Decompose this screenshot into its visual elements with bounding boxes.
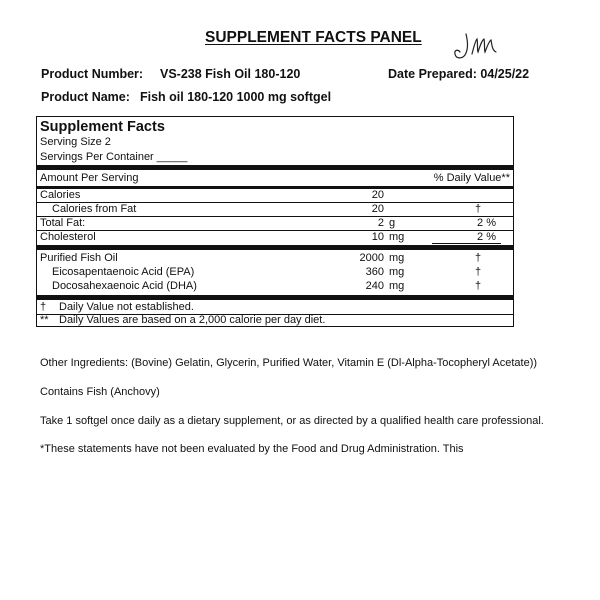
nutrient-label: Calories from Fat (52, 203, 137, 215)
date-prepared-value: 04/25/22 (480, 67, 530, 81)
nutrient-label: Eicosapentaenoic Acid (EPA) (52, 266, 195, 278)
product-number-label: Product Number: (41, 67, 144, 81)
nutrient-amount: 2000 (359, 252, 384, 264)
footnote-symbol: ** (40, 314, 49, 326)
nutrient-unit: mg (389, 266, 405, 278)
thick-divider (37, 245, 513, 250)
footnote-daily-values (37, 314, 513, 327)
panel-title: Supplement Facts (40, 119, 165, 135)
footnote-text: Daily Values are based on a 2,000 calorie per day diet. (59, 314, 326, 326)
thick-divider (37, 295, 513, 300)
other-ingredients-text: Other Ingredients: (Bovine) Gelatin, Glycerin, Purified Water, Vitamin E (Dl-Alpha-Tocopheryl Acetate)) (40, 357, 538, 369)
nutrient-amount: 20 (371, 189, 384, 201)
supplement-facts-panel (36, 116, 514, 327)
nutrient-label: Docosahexaenoic Acid (DHA) (52, 280, 197, 292)
footnote-symbol: † (40, 301, 47, 313)
row-divider (432, 243, 501, 244)
allergen-statement: Contains Fish (Anchovy) (40, 386, 160, 398)
footnote-text: Daily Value not established. (59, 301, 194, 313)
directions-text: Take 1 softgel once daily as a dietary supplement, or as directed by a qualified health care professional. (40, 415, 544, 427)
nutrient-amount: 20 (371, 203, 384, 215)
handwritten-initials-signature (452, 28, 506, 62)
nutrient-daily-value: † (474, 280, 482, 292)
serving-size: Serving Size 2 (40, 136, 111, 148)
nutrient-label: Total Fat: (40, 217, 86, 229)
nutrient-daily-value: 2 % (477, 217, 496, 229)
page-title: SUPPLEMENT FACTS PANEL (205, 29, 422, 46)
nutrient-amount: 240 (365, 280, 384, 292)
nutrient-unit: mg (389, 231, 405, 243)
date-prepared-row (388, 67, 529, 81)
nutrient-unit: mg (389, 252, 405, 264)
product-name-value: Fish oil 180-120 1000 mg softgel (140, 90, 332, 104)
row-divider (37, 230, 513, 231)
nutrient-daily-value: † (474, 203, 482, 215)
nutrient-daily-value: † (474, 252, 482, 264)
nutrient-amount: 2 (377, 217, 384, 229)
nutrient-amount: 10 (371, 231, 384, 243)
product-number-value: VS-238 Fish Oil 180-120 (160, 67, 301, 81)
nutrient-unit: g (389, 217, 396, 229)
nutrient-amount: 360 (365, 266, 384, 278)
fda-disclaimer-text: *These statements have not been evaluated by the Food and Drug Administration. This (40, 443, 464, 455)
product-name-row (41, 90, 331, 104)
product-name-label: Product Name: (41, 90, 130, 104)
amount-per-serving-header: Amount Per Serving (40, 172, 139, 184)
nutrient-label: Calories (40, 189, 81, 201)
nutrient-daily-value: † (474, 266, 482, 278)
row-divider (37, 216, 513, 217)
footnote-dagger (37, 301, 513, 314)
medium-divider (37, 186, 513, 189)
servings-per-container: Servings Per Container _____ (40, 151, 188, 163)
nutrient-label: Cholesterol (40, 231, 96, 243)
product-number-row (41, 67, 300, 81)
nutrient-daily-value: 2 % (477, 231, 496, 243)
thick-divider (37, 165, 513, 170)
daily-value-header: % Daily Value** (433, 172, 510, 184)
nutrient-label: Purified Fish Oil (40, 252, 118, 264)
date-prepared-label: Date Prepared: (388, 67, 477, 81)
nutrient-unit: mg (389, 280, 405, 292)
